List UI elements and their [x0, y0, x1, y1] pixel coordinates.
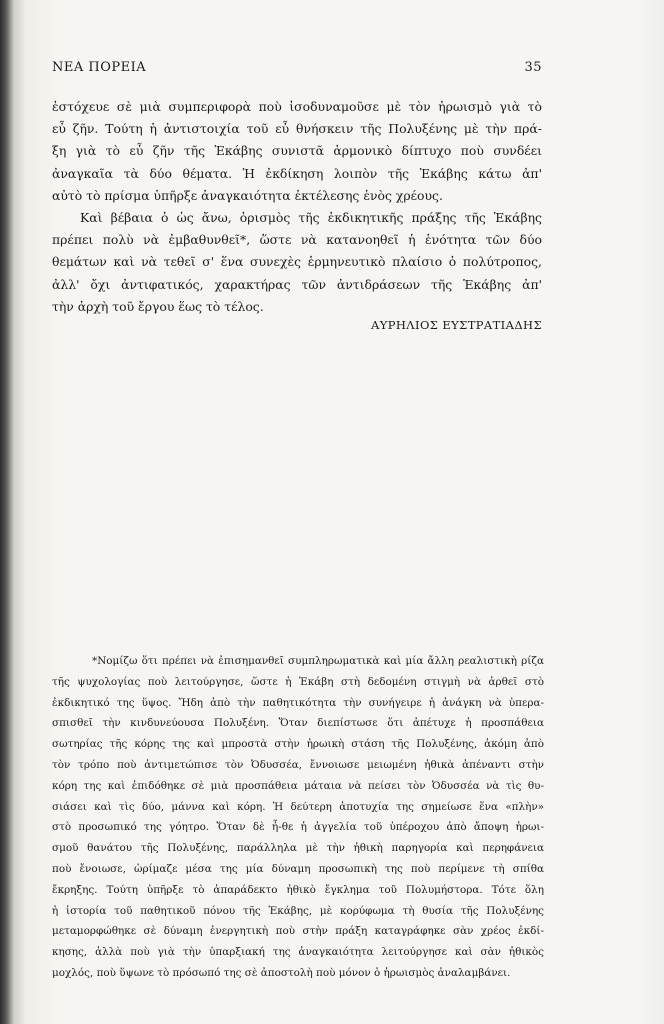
footnote-line: μεταμορφώθηκε σὲ δύναμη ἐνεργητικὴ ποὺ στὴν πράξη καταγράφηκε σὰν χρέος ἐκδί- [52, 925, 544, 938]
footnote-line: μοχλός, ποὺ ὕψωνε τὸ πρόσωπό της σὲ ἀποστολὴ ποὺ μόνον ὁ ἡρωισμὸς ἀναλαμβάνει. [52, 966, 511, 979]
footnote-line: τῆς ψυχολογίας ποὺ λειτούργησε, ὥστε ἡ Ἑκάβη στὴ δεδομένη στιγμὴ νὰ ἀρθεῖ στὸ [52, 675, 544, 688]
body-line: πρέπει πολὺ νὰ ἐμβαθυνθεῖ*, ὥστε νὰ κατανοηθεῖ ἡ ἑνότητα τῶν δύο [52, 232, 542, 248]
running-title: ΝΕΑ ΠΟΡΕΙΑ [52, 60, 147, 75]
footnote-line: ποὺ ἔνοιωσε, ὡρίμαζε μέσα της μία δύναμη προσωπικὴ της ποὺ περίμενε τὴ σπίθα [52, 862, 544, 875]
body-line: τὴν ἀρχὴ τοῦ ἔργου ἕως τὸ τέλος. [52, 298, 264, 314]
footnote-line: κόρη της καὶ ἐπιδόθηκε σὲ μιὰ προσπάθεια μάταια νὰ πείσει τὸν Ὀδυσσέα νὰ τὶς θυ- [52, 779, 544, 792]
footnote-line: ἡ ἱστορία τοῦ παθητικοῦ πόνου τῆς Ἑκάβης, μὲ κορύφωμα τὴ θυσία τῆς Πολυξένης [52, 904, 544, 917]
footnote-line: ἔκρηξης. Τούτη ὑπῆρξε τὸ ἀπαράδεκτο ἠθικὸ ἔγκλημα τοῦ Πολυμήστορα. Τότε ὅλη [52, 883, 544, 896]
footnote-line: σιάσει καὶ τὶς δύο, μάννα καὶ κόρη. Ἡ δεύτερη ἀποτυχία της σημείωσε ἕνα «πλὴν» [52, 800, 544, 813]
body-text [52, 96, 542, 318]
body-line: ξη γιὰ τὸ εὖ ζῆν τῆς Ἑκάβης συνιστᾶ ἁρμονικὸ δίπτυχο ποὺ συνδέει [52, 143, 542, 159]
body-line: θεμάτων καὶ νὰ τεθεῖ σ' ἕνα συνεχὲς ἑρμηνευτικὸ πλαίσιο ὁ πολύτροπος, [52, 254, 542, 270]
footnote-line: σωτηρίας τῆς κόρης της καὶ μπροστὰ στὴν ἡρωικὴ στάση τῆς Πολυξένης, ἀκόμη ἀπὸ [52, 738, 544, 751]
author-signature: ΑΥΡΗΛΙΟΣ ΕΥΣΤΡΑΤΙΑΔΗΣ [371, 318, 542, 332]
footnote-line: κησης, ἀλλὰ ποὺ γιὰ τὴν ὑπαρξιακή της ἀναγκαιότητα λειτούργησε καὶ σὰν ἠθικὸς [52, 946, 544, 959]
footnote-line: σμοῦ θανάτου τῆς Πολυξένης, παράλληλα μὲ τὴν ἠθικὴ παρηγορία καὶ περηφάνεια [52, 842, 544, 855]
footnote-line: τὸν τρόπο ποὺ ἀντιμετώπισε τὸν Ὀδυσσέα, ἔννοιωσε μειωμένη ἠθικὰ ἀπέναντι στὴν [52, 758, 544, 771]
body-line: Καὶ βέβαια ὁ ὡς ἄνω, ὁρισμὸς τῆς ἐκδικητικῆς πράξης τῆς Ἑκάβης [80, 210, 542, 226]
footnote-line: ἐκδικητικό της ὕψος. Ἤδη ἀπὸ τὴν παθητικότητα τὴν συνήγειρε ἡ ἀνάγκη νὰ ὑπερα- [52, 696, 544, 709]
footnote [52, 651, 544, 984]
footnote-line: σπισθεῖ τὴν κινδυνεύουσα Πολυξένη. Ὅταν διεπίστωσε ὅτι ἀπέτυχε ἡ προσπάθεια [52, 717, 544, 730]
body-line: ἀλλ' ὄχι ἀντιφατικός, χαρακτήρας τῶν ἀντιδράσεων τῆς Ἑκάβης ἀπ' [52, 276, 542, 292]
body-line: εὖ ζῆν. Τούτη ἡ ἀντιστοιχία τοῦ εὖ θνήσκειν τῆς Πολυξένης μὲ τὴν πρά- [52, 121, 542, 137]
body-line: ἀναγκαῖα τὰ δύο θέματα. Ἡ ἐκδίκηση λοιπὸν τῆς Ἑκάβης κάτω ἀπ' [52, 165, 542, 181]
body-line: ἐστόχευε σὲ μιὰ συμπεριφορὰ ποὺ ἰσοδυναμοῦσε μὲ τὸν ἡρωισμὸ γιὰ τὸ [52, 99, 542, 114]
page-header [52, 60, 542, 75]
footnote-line: στὸ προσωπικό της γόητρο. Ὅταν δὲ ἦ-θε ἡ ἀγγελία τοῦ ὑπέροχου ἀπὸ ἄποψη ἡρωι- [52, 821, 544, 834]
body-line: αὐτὸ τὸ πρίσμα ὑπῆρξε ἀναγκαιότητα ἐκτέλεσης ἑνὸς χρέους. [52, 187, 443, 203]
footnote-line: *Νομίζω ὅτι πρέπει νὰ ἐπισημανθεῖ συμπληρωματικὰ καὶ μία ἄλλη ρεαλιστικὴ ρίζα [92, 655, 544, 667]
page-number: 35 [524, 60, 542, 75]
